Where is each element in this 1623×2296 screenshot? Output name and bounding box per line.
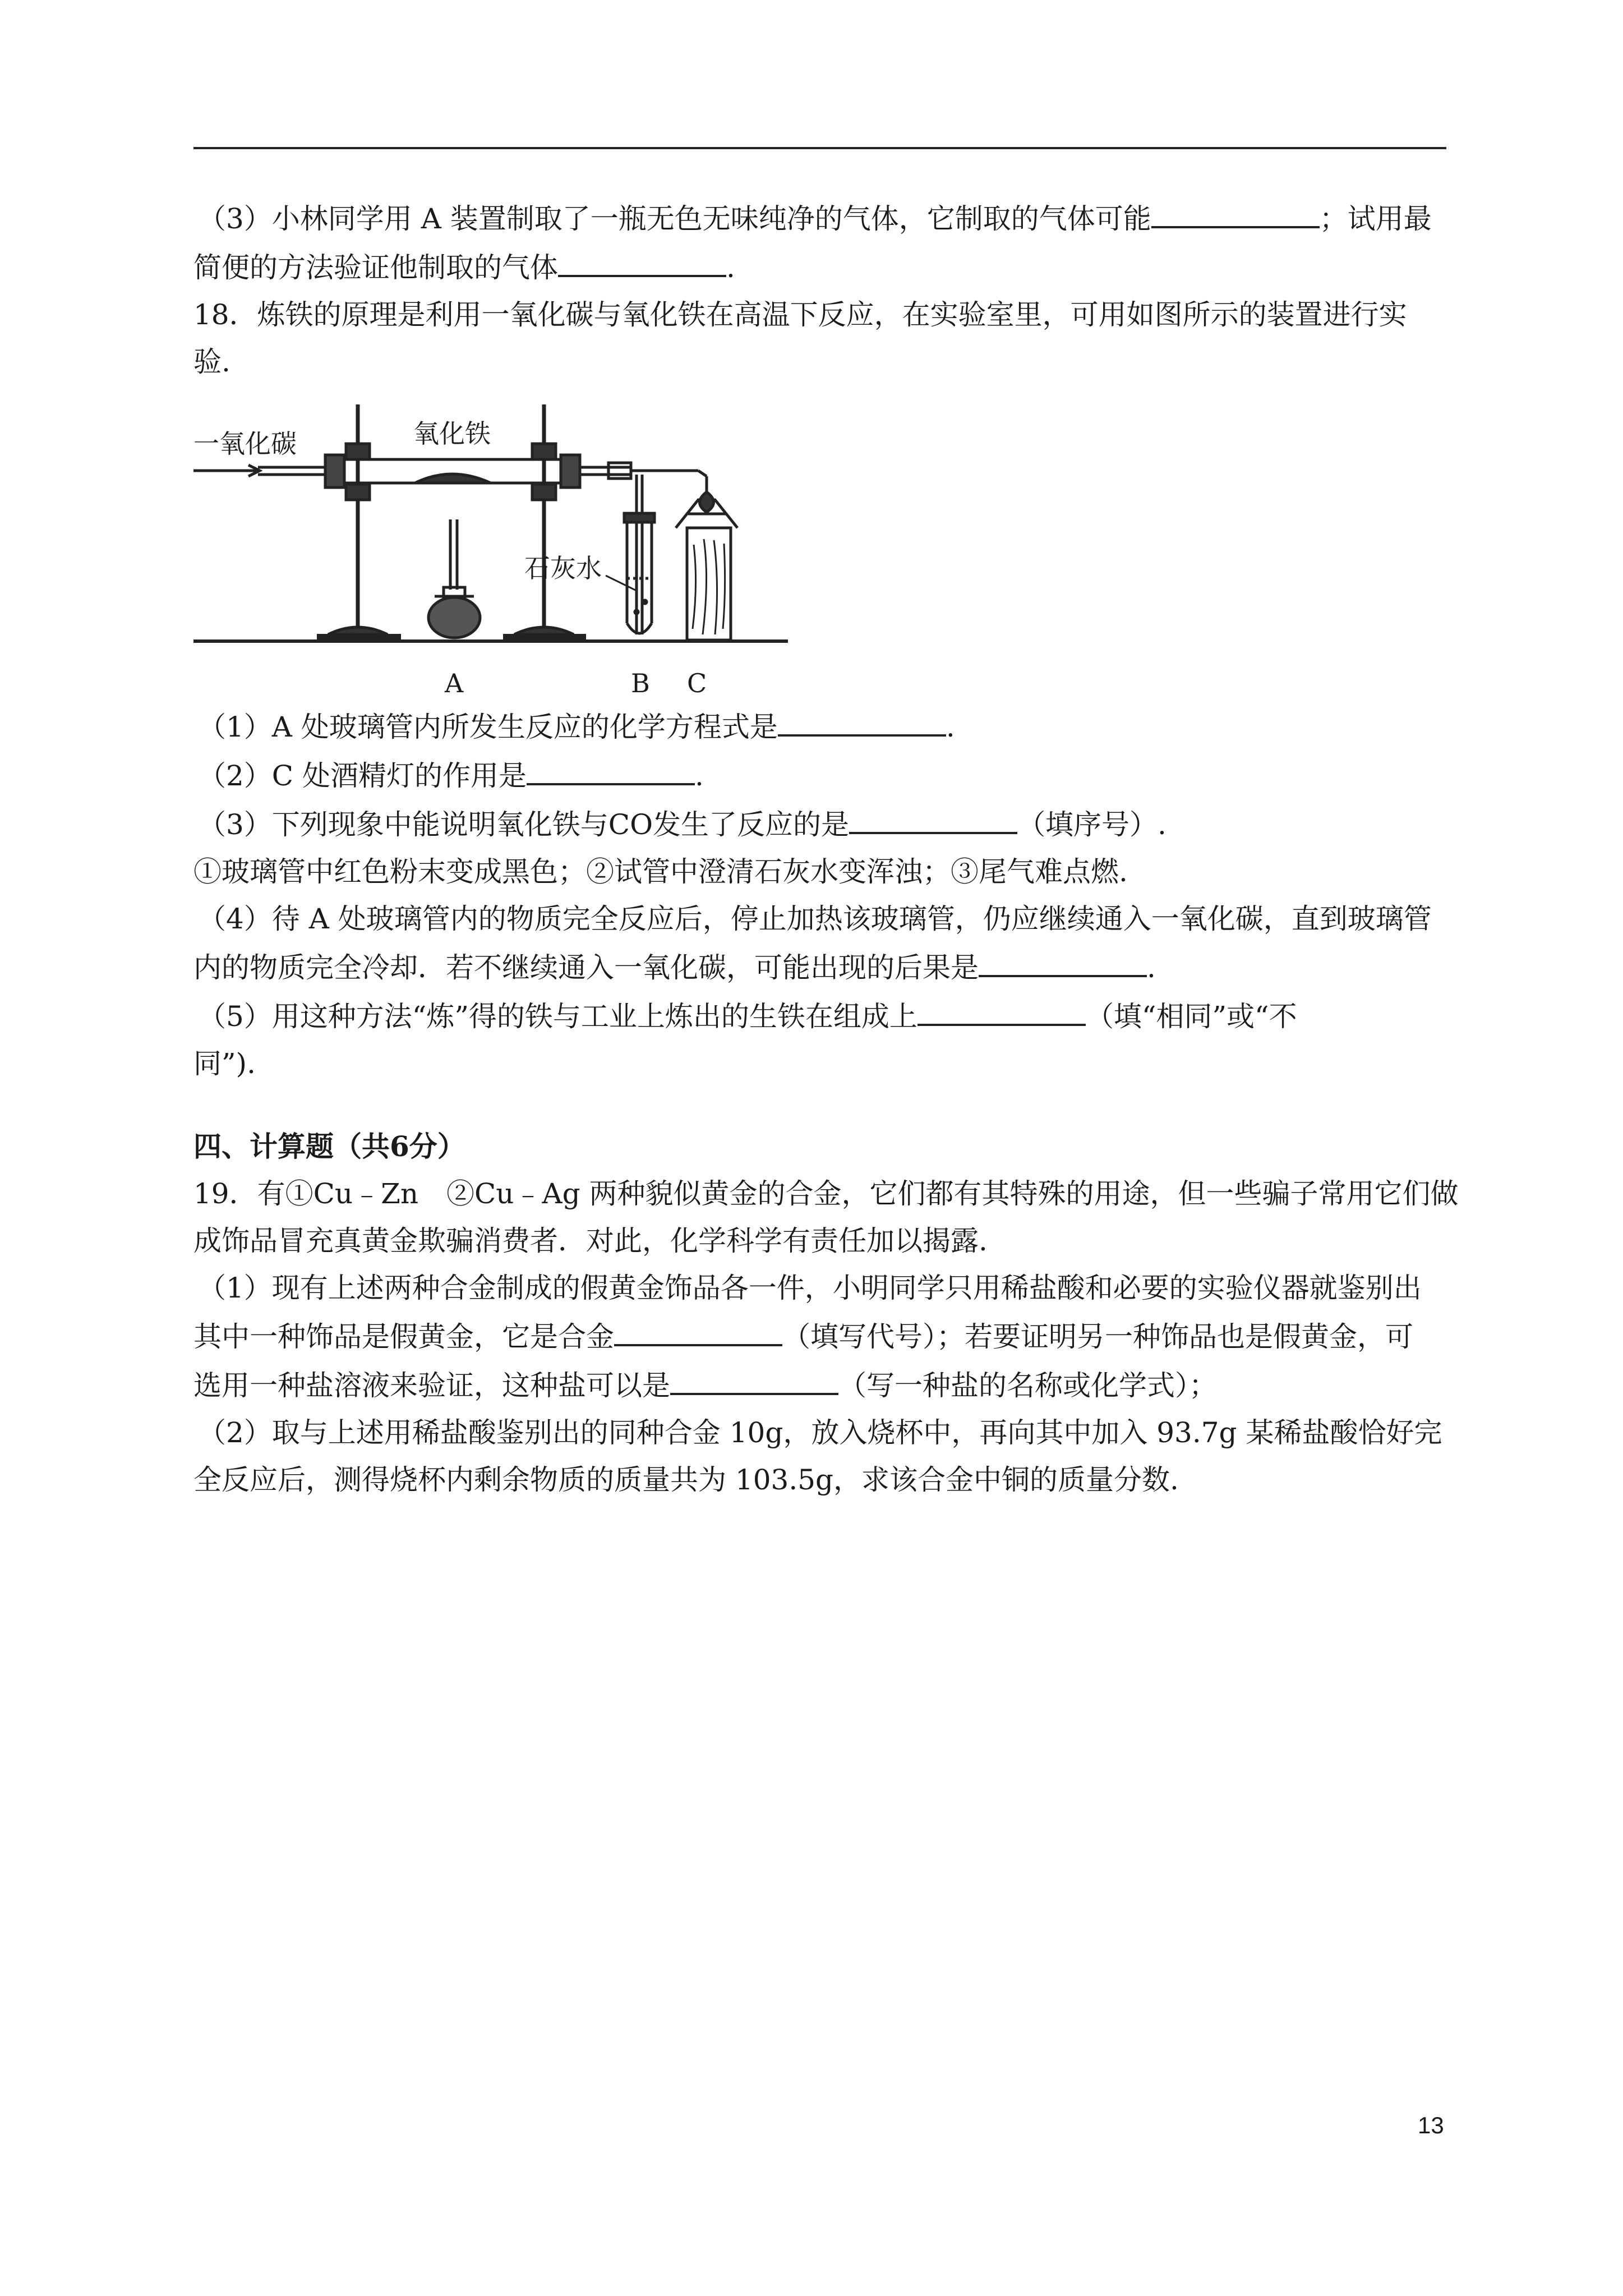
q17-3-line2 (193, 242, 1446, 291)
label-c: C (687, 668, 707, 698)
label-a: A (445, 668, 464, 698)
q18-sub5-text: （5）用这种方法“炼”得的铁与工业上炼出的生铁在组成上 (198, 1000, 917, 1033)
q19-sub1-tail: （填写代号）；若要证明另一种饰品也是假黄金，可 (782, 1320, 1413, 1353)
q18-sub2 (193, 751, 1446, 799)
q18-sub2-period: . (694, 760, 704, 792)
q18-sub1-text: （1）A 处玻璃管内所发生反应的化学方程式是 (198, 711, 778, 743)
q17-3-line1 (193, 194, 1446, 242)
page-content (193, 194, 1459, 1503)
label-b: B (631, 668, 650, 698)
q18-sub2-text: （2）C 处酒精灯的作用是 (198, 760, 527, 792)
q18-sub1 (193, 702, 1446, 751)
q17-3-period: . (726, 251, 735, 284)
q18-sub3 (193, 799, 1446, 848)
header-rule (193, 147, 1446, 149)
q18-sub5-line1 (193, 991, 1446, 1040)
answer-blank[interactable] (670, 1360, 838, 1395)
q19-sub1-tail3: （写一种盐的名称或化学式）； (838, 1369, 1217, 1402)
answer-blank[interactable] (917, 991, 1086, 1026)
q19-sub1-text: 其中一种饰品是假黄金，它是合金 (193, 1320, 614, 1353)
q17-3-text2: 简便的方法验证他制取的气体 (193, 251, 558, 284)
label-co: 一氧化碳 (193, 429, 297, 459)
label-limewater: 石灰水 (524, 553, 602, 583)
q17-3-text-tail: ；试用最 (1319, 203, 1432, 235)
q19-intro-line2: 成饰品冒充真黄金欺骗消费者．对此，化学科学有责任加以揭露. (193, 1225, 988, 1257)
q18-sub4-line1: （4）待 A 处玻璃管内的物质完全反应后，停止加热该玻璃管，仍应继续通入一氧化碳，直到玻璃管 (198, 903, 1432, 935)
answer-blank[interactable] (558, 242, 726, 277)
answer-blank[interactable] (979, 942, 1147, 977)
q18-sub3-options: ①玻璃管中红色粉末变成黑色；②试管中澄清石灰水变浑浊；③尾气难点燃. (193, 855, 1128, 888)
q18-sub4-text: 内的物质完全冷却．若不继续通入一氧化碳，可能出现的后果是 (193, 951, 979, 984)
page-number: 13 (1418, 2112, 1444, 2138)
q19-intro-line1: 19．有①Cu﹣Zn ②Cu﹣Ag 两种貌似黄金的合金，它们都有其特殊的用途，但一些骗子常用它们做 (193, 1177, 1459, 1210)
answer-blank[interactable] (778, 702, 946, 737)
section-heading: 四、计算题（共6分） (193, 1130, 465, 1163)
q19-sub1-text3: 选用一种盐溶液来验证，这种盐可以是 (193, 1369, 670, 1402)
q18-sub5-line2: 同”). (193, 1047, 256, 1080)
label-fe2o3: 氧化铁 (413, 418, 491, 449)
q19-sub1-line2 (193, 1312, 1446, 1360)
answer-blank[interactable] (614, 1312, 782, 1346)
q18-sub4-period: . (1147, 951, 1156, 984)
apparatus-figure (193, 393, 788, 707)
q18-sub5-tail: （填“相同”或“不 (1085, 1000, 1297, 1033)
q18-sub3-tail: （填序号）. (1017, 808, 1166, 841)
answer-blank[interactable] (849, 799, 1017, 834)
q18-intro-line1: 18．炼铁的原理是利用一氧化碳与氧化铁在高温下反应，在实验室里，可用如图所示的装置进行实 (193, 298, 1407, 331)
q18-sub1-period: . (946, 711, 955, 743)
q18-sub3-text: （3）下列现象中能说明氧化铁与CO发生了反应的是 (198, 808, 850, 841)
q19-sub1-line1: （1）现有上述两种合金制成的假黄金饰品各一件，小明同学只用稀盐酸和必要的实验仪器就鉴别出 (198, 1272, 1422, 1304)
answer-blank[interactable] (1151, 194, 1320, 228)
q18-sub4-line2 (193, 942, 1446, 991)
q17-3-text: （3）小林同学用 A 装置制取了一瓶无色无味纯净的气体，它制取的气体可能 (198, 203, 1151, 235)
q19-sub1-line3 (193, 1360, 1446, 1409)
q19-sub2-line2: 全反应后，测得烧杯内剩余物质的质量共为 103.5g，求该合金中铜的质量分数. (193, 1464, 1179, 1496)
answer-blank[interactable] (527, 751, 695, 785)
q18-intro-line2: 验. (193, 346, 230, 378)
q19-sub2-line1: （2）取与上述用稀盐酸鉴别出的同种合金 10g，放入烧杯中，再向其中加入 93.7g 某稀盐酸恰好完 (198, 1416, 1442, 1449)
